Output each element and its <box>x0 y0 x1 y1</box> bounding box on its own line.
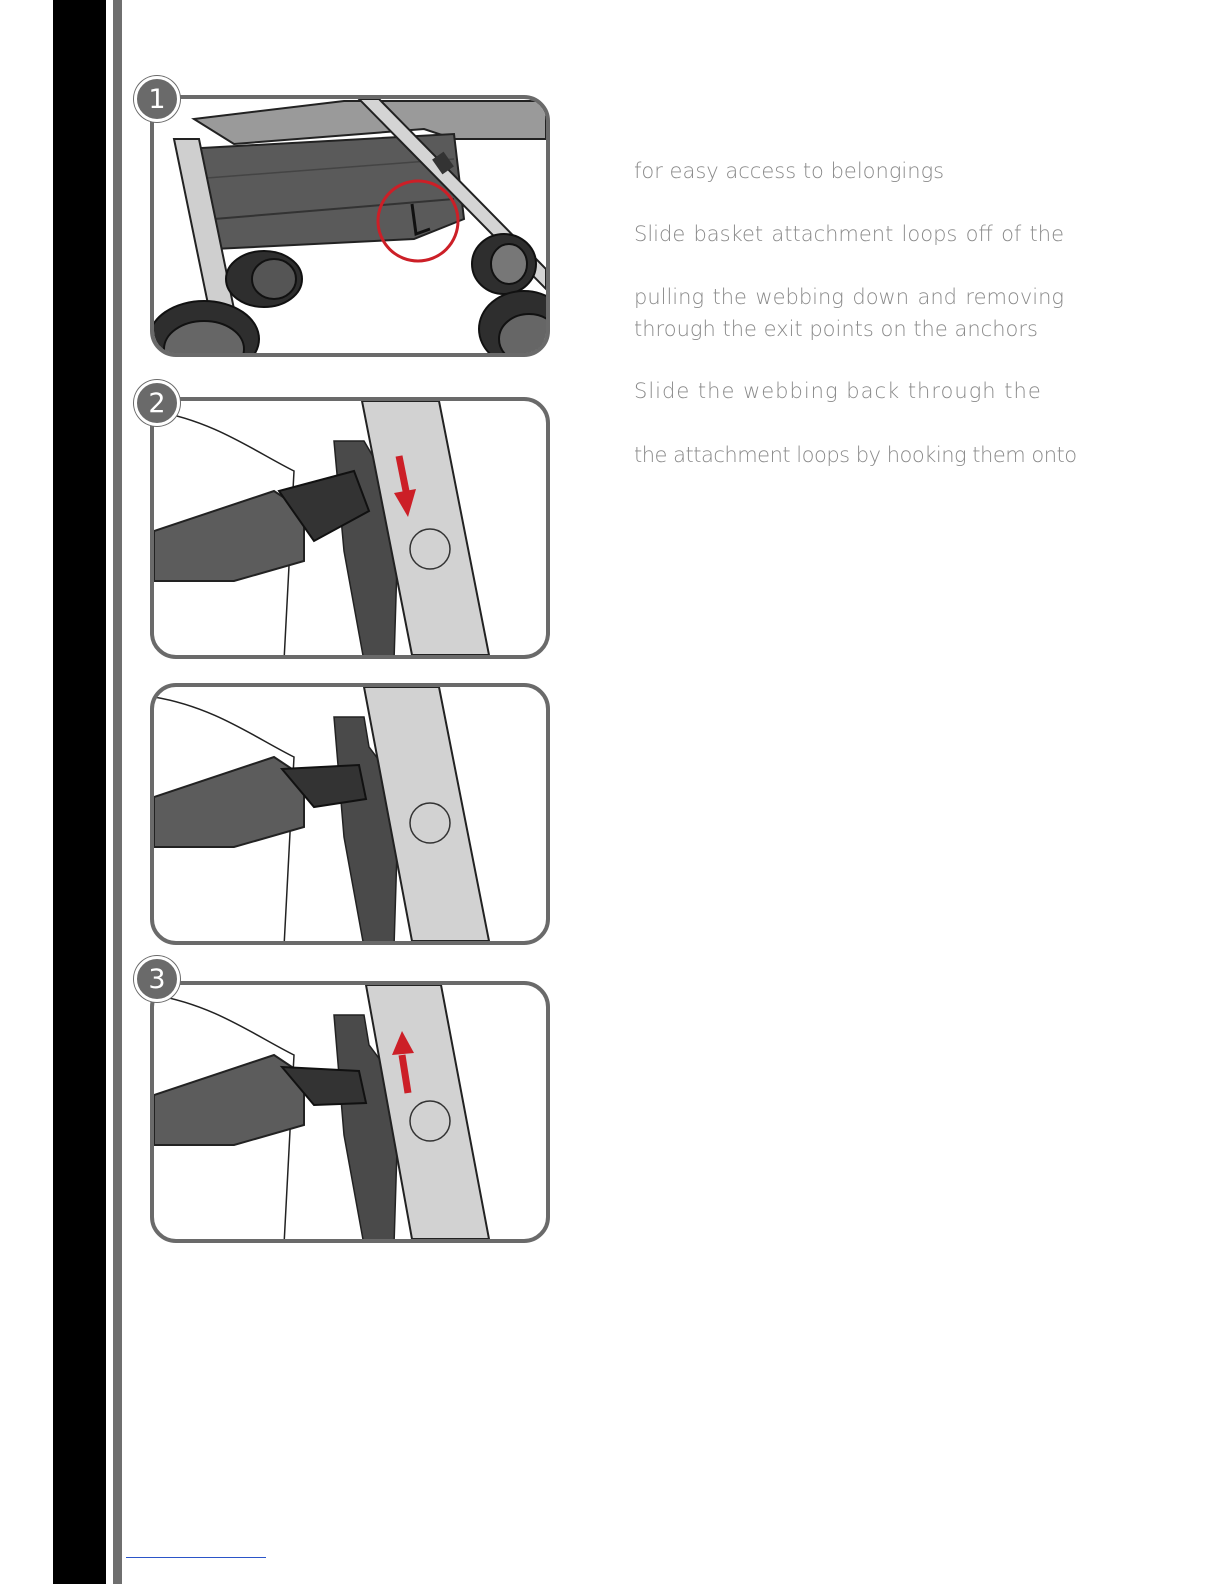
illustration-panel-loop-removed <box>150 683 550 945</box>
instruction-line-1: for easy access to belongings <box>634 159 945 183</box>
instruction-line-5: Slide the webbing back through the <box>634 379 1042 403</box>
instruction-line-3: pulling the webbing down and removing <box>634 285 1064 309</box>
illustration-panel-stroller-basket <box>150 95 550 357</box>
step-badge-2: 2 <box>134 380 180 426</box>
footer-link-underline <box>126 1557 266 1558</box>
loop-removed-illustration <box>154 687 546 941</box>
step-badge-3: 3 <box>134 956 180 1002</box>
instruction-line-2: Slide basket attachment loops off of the <box>634 222 1064 246</box>
illustration-panel-push-loop-up <box>150 981 550 1243</box>
stroller-basket-illustration <box>154 99 546 353</box>
instruction-line-6: the attachment loops by hooking them onto <box>634 443 1077 467</box>
instruction-line-4: through the exit points on the anchors <box>634 317 1038 341</box>
illustration-panel-pull-loop-down <box>150 397 550 659</box>
push-loop-up-illustration <box>154 985 546 1239</box>
pull-loop-down-illustration <box>154 401 546 655</box>
step-badge-1: 1 <box>134 76 180 122</box>
left-spine-gray-bar <box>113 0 122 1584</box>
left-spine-black-bar <box>53 0 106 1584</box>
